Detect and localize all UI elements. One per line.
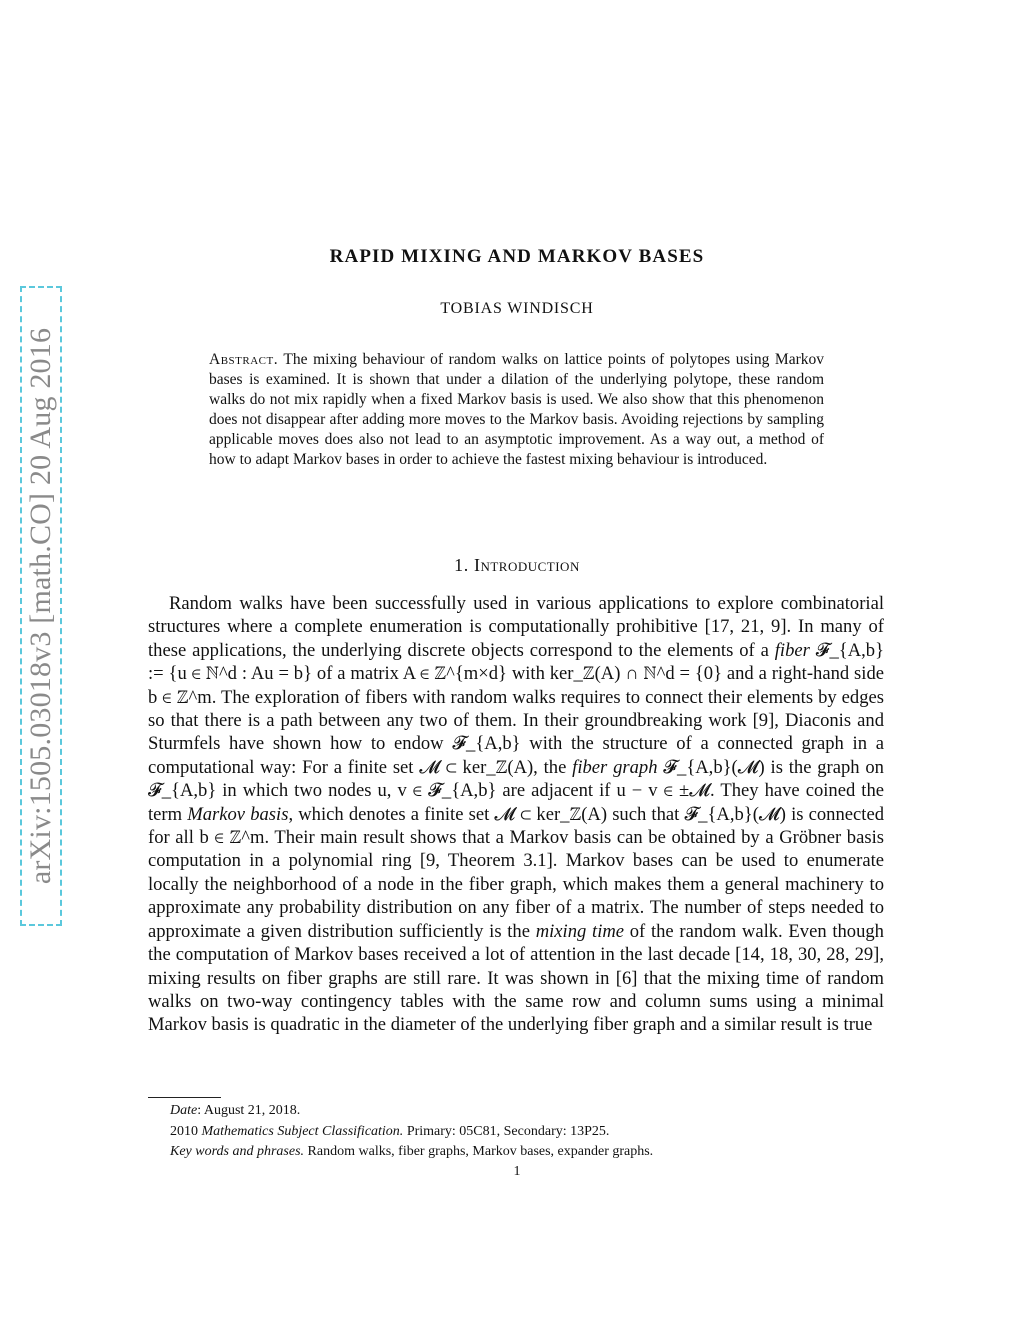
- arxiv-sidebar-stamp: [20, 286, 62, 926]
- msc-label: Mathematics Subject Classification.: [201, 1123, 404, 1139]
- term-fiber-graph: fiber graph: [572, 756, 658, 778]
- date-value: : August 21, 2018.: [197, 1103, 301, 1118]
- abstract: [209, 350, 824, 470]
- msc-value: Primary: 05C81, Secondary: 13P25.: [403, 1123, 610, 1139]
- section-heading: [0, 555, 1024, 576]
- keywords-label: Key words and phrases.: [170, 1144, 305, 1159]
- paper-author: TOBIAS WINDISCH: [440, 300, 594, 317]
- section-number: 1.: [454, 555, 469, 575]
- date-label: Date: [170, 1103, 198, 1118]
- page-number: 1: [513, 1164, 521, 1179]
- keywords-value: Random walks, fiber graphs, Markov bases, expander graphs.: [304, 1144, 654, 1159]
- body-sentence-2: 𝓕_{A,b} := {u ∈ ℕ^d : Au = b} of a matrix A ∈ ℤ^{m×d} with ker_ℤ(A) ∩ ℕ^d = {0} and a right-hand side b ∈ ℤ^m. The exploration of fibers with random walks requires to connect their elements by edges so that there is a path between any two of them. In their groundbreaking work [9], Diaconis and Sturmfels have shown how to endow 𝓕_{A,b} with the structure of a connected graph in a computational way: For a finite set 𝓜 ⊂ ker_ℤ(A), the: [148, 639, 885, 778]
- term-mixing-time: mixing time: [535, 920, 625, 942]
- footnote-keywords: [148, 1142, 884, 1163]
- arxiv-identifier: arXiv:1505.03018v3 [math.CO] 20 Aug 2016: [24, 327, 57, 885]
- msc-year: 2010: [170, 1123, 202, 1139]
- body-sentence-1: Random walks have been successfully used in various applications to explore combinatorial structures where a complete enumeration is computationally prohibitive [17, 21, 9]. In many of these applications, the underlying discrete objects correspond to the elements of a: [148, 593, 884, 661]
- term-fiber: fiber: [774, 639, 810, 661]
- paper-title: RAPID MIXING AND MARKOV BASES: [329, 246, 705, 267]
- abstract-text: The mixing behaviour of random walks on lattice points of polytopes using Markov bases is examined. It is shown that under a dilation of the underlying polytope, these random walks do not mix rapidly when a fixed Markov basis is used. We also show that this phenomenon does not disappear after adding more moves to the Markov basis. Avoiding rejections by sampling applicable moves does also not lead to an asymptotic improvement. As a way out, a method of how to adapt Markov bases in order to achieve the fastest mixing behaviour is introduced.: [209, 351, 824, 468]
- footnote-msc: [148, 1122, 884, 1143]
- footnotes: [148, 1101, 884, 1163]
- body-sentence-5: of the random walk. Even though the computation of Markov bases received a lot of attention in the last decade [14, 18, 30, 28, 29], mixing results on fiber graphs are still rare. It was shown in [6] that the mixing time of random walks on two-way contingency tables with the same row and column sums using a minimal Markov basis is quadratic in the diameter of the underlying fiber graph and a similar result is true: [148, 920, 884, 1036]
- footnote-rule: [148, 1097, 221, 1098]
- body-sentence-3: 𝓕_{A,b}(𝓜) is the graph on 𝓕_{A,b} in which two nodes u, v ∈ 𝓕_{A,b} are adjacent if u − v ∈ ±𝓜. They have coined the term: [148, 756, 884, 825]
- introduction-paragraph: [148, 592, 884, 1037]
- abstract-label: Abstract.: [209, 351, 279, 368]
- term-markov-basis: Markov basis: [187, 803, 289, 825]
- section-title: Introduction: [473, 555, 580, 575]
- footnote-date: [148, 1101, 884, 1122]
- body-sentence-4: , which denotes a finite set 𝓜 ⊂ ker_ℤ(A) such that 𝓕_{A,b}(𝓜) is connected for all b ∈ ℤ^m. Their main result shows that a Markov basis can be obtained by a Gröbner basis computation in a polynomial ring [9, Theorem 3.1]. Markov bases can be used to enumerate locally the neighborhood of a node in the fiber graph, which makes them a general machinery to approximate any probability distribution on any fiber of a matrix. The number of steps needed to approximate a given distribution sufficiently is the: [148, 803, 884, 942]
